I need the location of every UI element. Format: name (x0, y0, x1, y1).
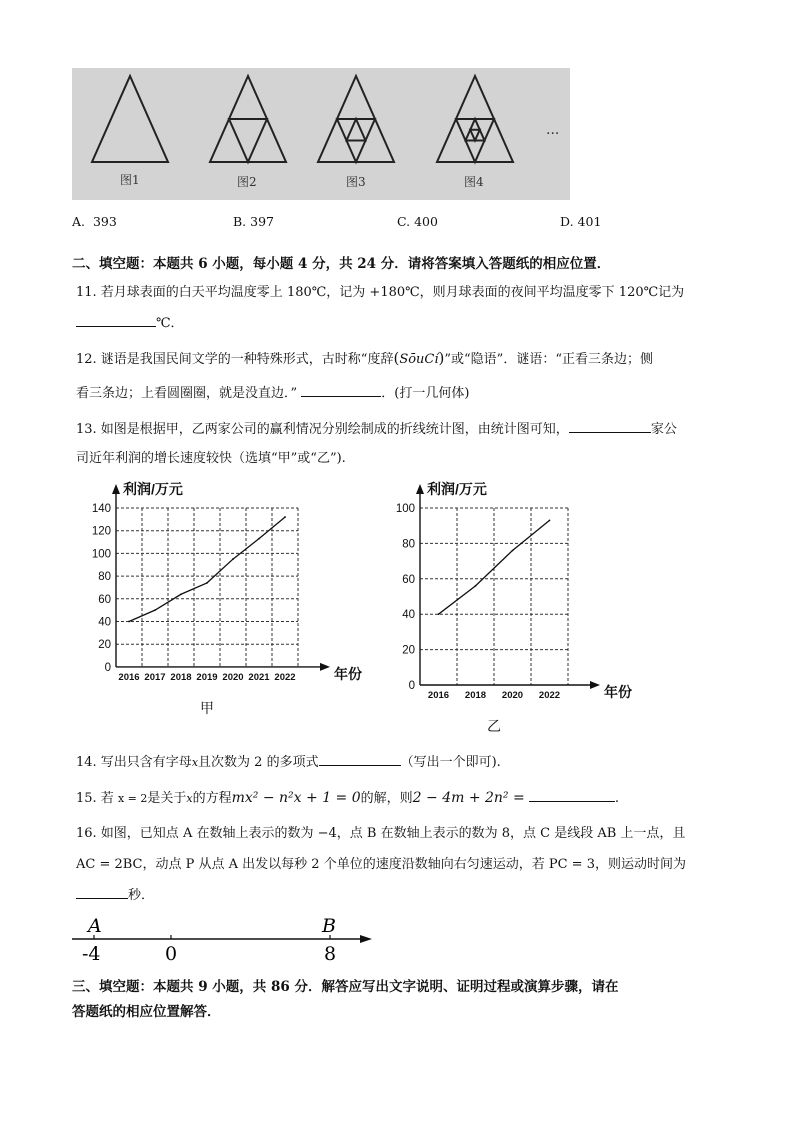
yi-ytick-label: 60 (402, 573, 415, 586)
chart-jia (80, 474, 362, 746)
option-d-value: 401 (577, 214, 602, 229)
q13-text-a: 13. 如图是根据甲，乙两家公司的赢利情况分别绘制成的折线统计图，由统计图可知， (76, 422, 569, 437)
ellipsis: ··· (546, 126, 560, 142)
q15-text-c: 的方程 (192, 791, 232, 806)
q13-line1 (76, 418, 677, 437)
chart-yi (390, 474, 632, 746)
jia-y-axis-arrow (112, 484, 120, 494)
q14-answer-blank[interactable] (319, 753, 401, 766)
jia-xtick-label: 2016 (118, 671, 140, 683)
jia-ytick-label: 100 (91, 548, 111, 561)
yi-ytick-label: 20 (402, 644, 415, 657)
yi-data-point (475, 585, 477, 587)
caption-fig1: 图1 (120, 173, 140, 187)
yi-ytick-label: 100 (395, 503, 415, 515)
q12-text-b: ”或“隐语”．谜语：“正看三条边；侧 (444, 352, 653, 367)
q16-line2: AC = 2BC，动点 P 从点 A 出发以每秒 2 个单位的速度沿数轴向右匀速运动，若 PC = 3，则运动时间为 (76, 857, 686, 872)
jia-data-point (128, 621, 130, 623)
q13-line2: 司近年利润的增长速度较快（选填“甲”或“乙”). (76, 451, 346, 466)
q13-answer-blank[interactable] (569, 420, 651, 433)
jia-ytick-label: 0 (104, 661, 111, 674)
caption-fig3: 图3 (346, 175, 366, 189)
jia-ylabel: 利润/万元 (123, 481, 183, 497)
jia-xlabel: 年份 (334, 665, 362, 682)
yi-ytick-label: 40 (402, 609, 415, 622)
q15-equation: mx² − n²x + 1 = 0 (231, 790, 361, 806)
option-c-key: C. (397, 214, 411, 229)
q16-line3 (76, 884, 154, 903)
jia-series-line (129, 517, 285, 621)
option-b-key: B. (233, 214, 247, 229)
caption-fig2: 图2 (237, 175, 257, 189)
q11-line2 (76, 312, 184, 331)
jia-xtick-label: 2021 (248, 671, 270, 683)
yi-caption: 乙 (487, 718, 501, 734)
q16-answer-blank[interactable] (76, 886, 128, 899)
jia-ytick-label: 120 (91, 525, 111, 538)
q12-pinyin: SōuCí (399, 352, 439, 367)
option-d-key: D. (560, 214, 574, 229)
q12-text-c: 看三条边；上看圆圈圈，就是没直边．” (76, 386, 298, 401)
caption-fig4: 图4 (464, 175, 484, 189)
q12-text-d: ．(打一几何体) (381, 386, 470, 401)
q15-text-e: . (614, 791, 620, 806)
yi-xtick-label: 2016 (427, 690, 450, 701)
q11-answer-blank[interactable] (76, 314, 156, 327)
yi-ytick-label: 0 (408, 680, 415, 692)
value-b: 8 (324, 943, 337, 965)
q14-var: x (191, 756, 199, 769)
fig1-triangle (92, 76, 168, 162)
yi-y-axis-arrow (416, 484, 424, 494)
q15-var: x (186, 792, 193, 805)
option-b-value: 397 (250, 214, 275, 229)
option-a-value: 393 (92, 214, 117, 229)
jia-data-point (232, 558, 234, 560)
fig4-inner3 (470, 130, 480, 141)
q11-unit: ℃． (156, 316, 184, 331)
jia-ytick-label: 20 (98, 639, 111, 652)
option-a-key: A. (72, 214, 86, 229)
jia-x-axis-arrow (320, 663, 330, 671)
jia-ytick-label: 140 (91, 503, 111, 515)
fig3-inner2 (347, 119, 366, 141)
jia-ytick-label: 40 (98, 616, 111, 629)
q12-text-a: 12. 谜语是我国民间文学的一种特殊形式，古时称“度辞 (76, 352, 394, 367)
yi-data-point (512, 550, 514, 552)
yi-ytick-label: 80 (402, 538, 415, 551)
q16-unit: 秒． (128, 888, 155, 903)
jia-data-point (284, 516, 286, 518)
q11-line1: 11. 若月球表面的白天平均温度零上 180℃，记为 +180℃，则月球表面的夜间平均温度零下 120℃记为 (76, 285, 685, 300)
jia-xtick-label: 2017 (144, 671, 166, 683)
jia-data-point (206, 582, 208, 584)
q15-line (76, 787, 619, 806)
q14-line (76, 751, 501, 770)
q14-text-a: 14. 写出只含有字母 (76, 755, 192, 770)
q12-line2 (76, 382, 469, 401)
section3-heading-line2: 答题纸的相应位置解答． (72, 1004, 221, 1020)
q15-cond: x = 2 (117, 792, 148, 805)
yi-data-point (549, 519, 551, 521)
q12-line1: 12. 谜语是我国民间文学的一种特殊形式，古时称“度辞(SōuCí)”或“隐语”．谜语：“正看三条边；侧 (76, 349, 653, 367)
q16-line1: 16. 如图，已知点 A 在数轴上表示的数为 −4，点 B 在数轴上表示的数为 8，点 C 是线段 AB 上一点，且 (76, 826, 686, 841)
yi-xtick-label: 2020 (501, 690, 524, 701)
q15-text-d: 的解，则 (360, 791, 413, 806)
jia-data-point (258, 538, 260, 540)
number-line-arrow (360, 935, 372, 943)
yi-xlabel: 年份 (604, 684, 632, 700)
jia-xtick-label: 2020 (222, 671, 244, 683)
yi-ylabel: 利润/万元 (427, 481, 487, 497)
q14-text-c: （写出一个即可). (400, 755, 501, 770)
jia-xtick-label: 2019 (196, 671, 218, 683)
option-d (560, 214, 601, 229)
jia-xtick-label: 2018 (170, 671, 192, 683)
q14-text-b: 且次数为 2 的多项式 (198, 755, 319, 770)
section3-heading-line1: 三、填空题：本题共 9 小题，共 86 分．解答应写出文字说明、证明过程或演算步骤，请在 (72, 979, 619, 995)
yi-x-axis-arrow (590, 681, 600, 689)
value-zero: 0 (165, 943, 178, 965)
label-b: B (322, 915, 336, 937)
triangle-pattern-figure (72, 68, 570, 200)
q15-answer-blank[interactable] (529, 789, 615, 802)
yi-xtick-label: 2018 (464, 690, 487, 701)
yi-xtick-label: 2022 (538, 690, 561, 701)
option-b (233, 214, 274, 229)
jia-caption: 甲 (200, 699, 214, 716)
q15-text-b: 是关于 (147, 791, 187, 806)
jia-data-point (180, 593, 182, 595)
triangle-drawings (72, 68, 570, 200)
q15-text-a: 15. 若 (76, 791, 114, 806)
jia-ytick-label: 80 (98, 571, 111, 584)
option-a (72, 214, 117, 229)
section2-heading: 二、填空题：本题共 6 小题，每小题 4 分，共 24 分．请将答案填入答题纸的相应位置． (72, 256, 611, 272)
jia-data-point (154, 609, 156, 611)
option-c (397, 214, 438, 229)
q15-expression: 2 − 4m + 2n² = (412, 790, 525, 806)
fig2-inner (229, 119, 267, 162)
q13-text-b: 家公 (650, 422, 677, 437)
q12-answer-blank[interactable] (301, 384, 381, 397)
yi-data-point (438, 613, 440, 615)
jia-ytick-label: 60 (98, 593, 111, 606)
label-a: A (88, 915, 102, 937)
number-line (70, 910, 380, 966)
option-c-value: 400 (414, 214, 438, 229)
value-a: -4 (82, 943, 101, 965)
jia-xtick-label: 2022 (274, 671, 296, 683)
